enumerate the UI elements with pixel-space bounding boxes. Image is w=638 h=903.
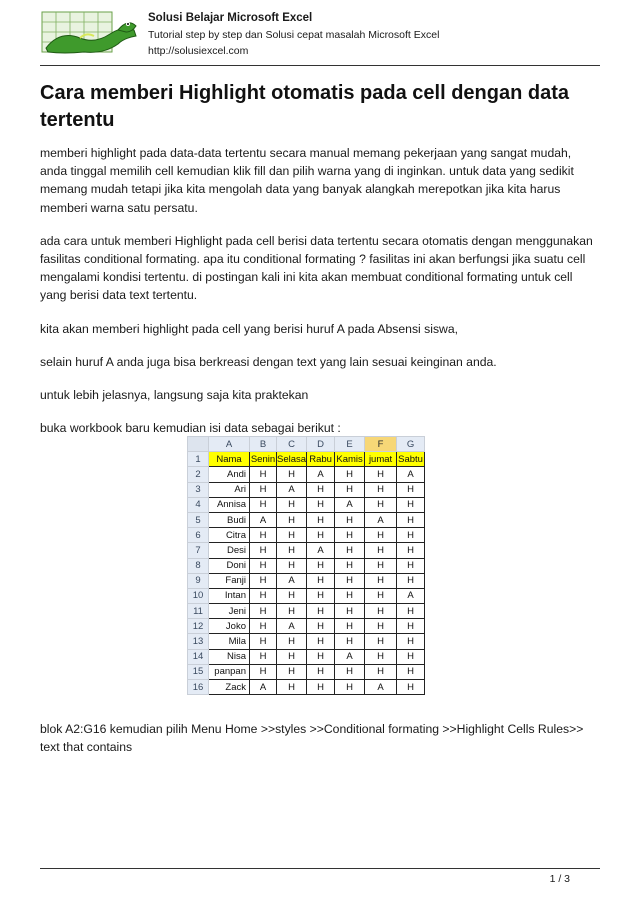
- attendance-cell: H: [277, 588, 307, 603]
- attendance-cell: H: [277, 528, 307, 543]
- site-url[interactable]: http://solusiexcel.com: [148, 45, 249, 57]
- student-name-cell: Budi: [209, 512, 250, 527]
- article-body-after-table: [40, 720, 600, 756]
- column-header-g: G: [397, 437, 425, 452]
- site-header: [40, 8, 600, 64]
- attendance-cell: H: [307, 512, 335, 527]
- column-header-d: D: [307, 437, 335, 452]
- attendance-cell: H: [250, 543, 277, 558]
- attendance-cell: H: [365, 634, 397, 649]
- spreadsheet-screenshot: [187, 436, 444, 693]
- column-header-f: F: [365, 437, 397, 452]
- student-name-cell: panpan: [209, 664, 250, 679]
- attendance-cell: H: [250, 573, 277, 588]
- attendance-cell: H: [335, 543, 365, 558]
- attendance-cell: H: [397, 604, 425, 619]
- table-row: [188, 664, 425, 679]
- attendance-cell: H: [307, 558, 335, 573]
- attendance-cell: H: [365, 543, 397, 558]
- attendance-cell: H: [307, 649, 335, 664]
- article-title: Cara memberi Highlight otomatis pada cell dengan data tertentu: [40, 82, 569, 131]
- footer-divider: [40, 868, 600, 869]
- site-logo: [40, 8, 140, 58]
- attendance-cell: H: [277, 604, 307, 619]
- table-row: [188, 604, 425, 619]
- paragraph-intro: memberi highlight pada data-data tertentu secara manual memang pekerjaan yang sangat mudah, anda tinggal memilih cell kemudian klik fill dan pilih warna yang di inginkan. untuk data yang sedikit memang mudah tetapi jika kita mengolah data yang banyak alangkah merepotkan jika kita harus memberi warna satu persatu.: [40, 146, 574, 215]
- attendance-cell: H: [277, 649, 307, 664]
- column-header-e: E: [335, 437, 365, 452]
- paragraph-other-text: selain huruf A anda juga bisa berkreasi dengan text yang lain sesuai keinginan anda.: [40, 354, 497, 369]
- attendance-cell: H: [250, 482, 277, 497]
- attendance-cell: H: [277, 680, 307, 695]
- attendance-cell: H: [250, 528, 277, 543]
- attendance-cell: A: [335, 649, 365, 664]
- attendance-cell: A: [250, 512, 277, 527]
- attendance-cell: A: [250, 680, 277, 695]
- attendance-cell: A: [307, 543, 335, 558]
- student-name-cell: Andi: [209, 467, 250, 482]
- table-row: [188, 482, 425, 497]
- attendance-cell: H: [335, 558, 365, 573]
- student-name-cell: Mila: [209, 634, 250, 649]
- column-header-c: C: [277, 437, 307, 452]
- table-row: [188, 467, 425, 482]
- table-row: [188, 634, 425, 649]
- attendance-cell: A: [277, 573, 307, 588]
- paragraph-instructions: blok A2:G16 kemudian pilih Menu Home >>styles >>Conditional formating >>Highlight Cells Rules>> text that contains: [40, 722, 584, 755]
- attendance-cell: H: [307, 604, 335, 619]
- attendance-cell: H: [307, 497, 335, 512]
- attendance-cell: A: [397, 467, 425, 482]
- table-row: [188, 497, 425, 512]
- attendance-cell: H: [335, 634, 365, 649]
- select-all-corner: [188, 437, 209, 452]
- attendance-cell: H: [365, 497, 397, 512]
- table-row: [188, 573, 425, 588]
- attendance-cell: H: [397, 634, 425, 649]
- table-row: [188, 588, 425, 603]
- row-number: 11: [188, 604, 209, 619]
- attendance-cell: H: [365, 467, 397, 482]
- row-number: 9: [188, 573, 209, 588]
- attendance-cell: H: [307, 664, 335, 679]
- attendance-cell: H: [277, 467, 307, 482]
- attendance-cell: H: [335, 680, 365, 695]
- row-number: 4: [188, 497, 209, 512]
- attendance-cell: H: [365, 558, 397, 573]
- attendance-cell: H: [397, 664, 425, 679]
- attendance-cell: H: [277, 558, 307, 573]
- row-number: 3: [188, 482, 209, 497]
- attendance-cell: H: [307, 528, 335, 543]
- page-number: 1 / 3: [549, 873, 570, 885]
- student-name-cell: Doni: [209, 558, 250, 573]
- row-number: 14: [188, 649, 209, 664]
- attendance-cell: H: [365, 482, 397, 497]
- attendance-cell: H: [250, 558, 277, 573]
- attendance-cell: A: [277, 482, 307, 497]
- student-name-cell: Ari: [209, 482, 250, 497]
- attendance-cell: H: [365, 664, 397, 679]
- attendance-cell: Senin: [250, 452, 277, 467]
- student-name-cell: Fanji: [209, 573, 250, 588]
- attendance-cell: H: [335, 604, 365, 619]
- attendance-cell: H: [277, 497, 307, 512]
- attendance-cell: Kamis: [335, 452, 365, 467]
- student-name-cell: Zack: [209, 680, 250, 695]
- row-number: 10: [188, 588, 209, 603]
- row-number: 2: [188, 467, 209, 482]
- attendance-cell: H: [277, 634, 307, 649]
- attendance-cell: H: [365, 573, 397, 588]
- attendance-cell: H: [335, 664, 365, 679]
- attendance-cell: A: [365, 512, 397, 527]
- attendance-cell: H: [307, 573, 335, 588]
- attendance-cell: H: [307, 588, 335, 603]
- attendance-cell: H: [365, 528, 397, 543]
- paragraph-conditional-formatting: ada cara untuk memberi Highlight pada cell berisi data tertentu secara otomatis dengan menggunakan fasilitas conditional formating. apa itu conditional formating ? fasilitas ini akan berfungsi jika suatu cell mengalami kondisi tertentu. di postingan kali ini kita akan membuat conditional formating untuk cell yang berisi data text tertentu.: [40, 233, 593, 303]
- attendance-cell: H: [307, 680, 335, 695]
- attendance-cell: H: [307, 619, 335, 634]
- attendance-cell: H: [250, 467, 277, 482]
- row-number: 1: [188, 452, 209, 467]
- table-row: [188, 528, 425, 543]
- attendance-cell: Sabtu: [397, 452, 425, 467]
- attendance-cell: H: [365, 649, 397, 664]
- student-name-cell: Desi: [209, 543, 250, 558]
- attendance-cell: H: [397, 497, 425, 512]
- attendance-cell: H: [335, 528, 365, 543]
- attendance-cell: A: [397, 588, 425, 603]
- attendance-cell: H: [397, 543, 425, 558]
- attendance-cell: H: [335, 467, 365, 482]
- attendance-cell: H: [335, 588, 365, 603]
- attendance-cell: A: [335, 497, 365, 512]
- column-header-row: [188, 437, 425, 452]
- attendance-cell: A: [365, 680, 397, 695]
- site-title: Solusi Belajar Microsoft Excel: [148, 12, 313, 24]
- attendance-cell: H: [277, 512, 307, 527]
- student-name-cell: Nama: [209, 452, 250, 467]
- attendance-cell: H: [335, 482, 365, 497]
- row-number: 8: [188, 558, 209, 573]
- table-row: [188, 649, 425, 664]
- article-body: [40, 144, 600, 452]
- table-row: [188, 512, 425, 527]
- attendance-cell: H: [307, 482, 335, 497]
- header-divider: [40, 65, 600, 66]
- header-data-row: [188, 452, 425, 467]
- site-tagline: Tutorial step by step dan Solusi cepat masalah Microsoft Excel: [148, 29, 440, 41]
- table-row: [188, 619, 425, 634]
- row-number: 12: [188, 619, 209, 634]
- student-name-cell: Nisa: [209, 649, 250, 664]
- student-name-cell: Jeni: [209, 604, 250, 619]
- student-name-cell: Intan: [209, 588, 250, 603]
- attendance-cell: H: [397, 649, 425, 664]
- paragraph-highlight-a: kita akan memberi highlight pada cell yang berisi huruf A pada Absensi siswa,: [40, 321, 459, 336]
- attendance-cell: H: [397, 573, 425, 588]
- column-header-b: B: [250, 437, 277, 452]
- attendance-cell: H: [250, 497, 277, 512]
- row-number: 5: [188, 512, 209, 527]
- attendance-cell: H: [250, 664, 277, 679]
- attendance-cell: H: [397, 619, 425, 634]
- attendance-cell: H: [397, 512, 425, 527]
- paragraph-practice: untuk lebih jelasnya, langsung saja kita praktekan: [40, 388, 309, 403]
- attendance-cell: Selasa: [277, 452, 307, 467]
- attendance-cell: H: [365, 604, 397, 619]
- row-number: 13: [188, 634, 209, 649]
- student-name-cell: Citra: [209, 528, 250, 543]
- attendance-cell: A: [277, 619, 307, 634]
- attendance-cell: H: [365, 619, 397, 634]
- attendance-cell: Rabu: [307, 452, 335, 467]
- attendance-cell: H: [250, 604, 277, 619]
- attendance-cell: jumat: [365, 452, 397, 467]
- attendance-cell: H: [335, 573, 365, 588]
- row-number: 15: [188, 664, 209, 679]
- table-row: [188, 543, 425, 558]
- attendance-cell: H: [397, 680, 425, 695]
- row-number: 6: [188, 528, 209, 543]
- table-row: [188, 680, 425, 695]
- attendance-cell: H: [397, 558, 425, 573]
- attendance-cell: H: [397, 528, 425, 543]
- spreadsheet-table: [187, 436, 425, 695]
- attendance-cell: H: [277, 543, 307, 558]
- row-number: 7: [188, 543, 209, 558]
- paragraph-open-workbook: buka workbook baru kemudian isi data sebagai berikut :: [40, 421, 341, 436]
- attendance-cell: H: [277, 664, 307, 679]
- attendance-cell: H: [250, 649, 277, 664]
- attendance-cell: H: [365, 588, 397, 603]
- column-header-a: A: [209, 437, 250, 452]
- student-name-cell: Annisa: [209, 497, 250, 512]
- attendance-cell: H: [250, 634, 277, 649]
- attendance-cell: H: [250, 619, 277, 634]
- attendance-cell: H: [335, 619, 365, 634]
- attendance-cell: H: [397, 482, 425, 497]
- attendance-cell: H: [307, 634, 335, 649]
- row-number: 16: [188, 680, 209, 695]
- attendance-cell: H: [250, 588, 277, 603]
- attendance-cell: A: [307, 467, 335, 482]
- table-row: [188, 558, 425, 573]
- attendance-cell: H: [335, 512, 365, 527]
- student-name-cell: Joko: [209, 619, 250, 634]
